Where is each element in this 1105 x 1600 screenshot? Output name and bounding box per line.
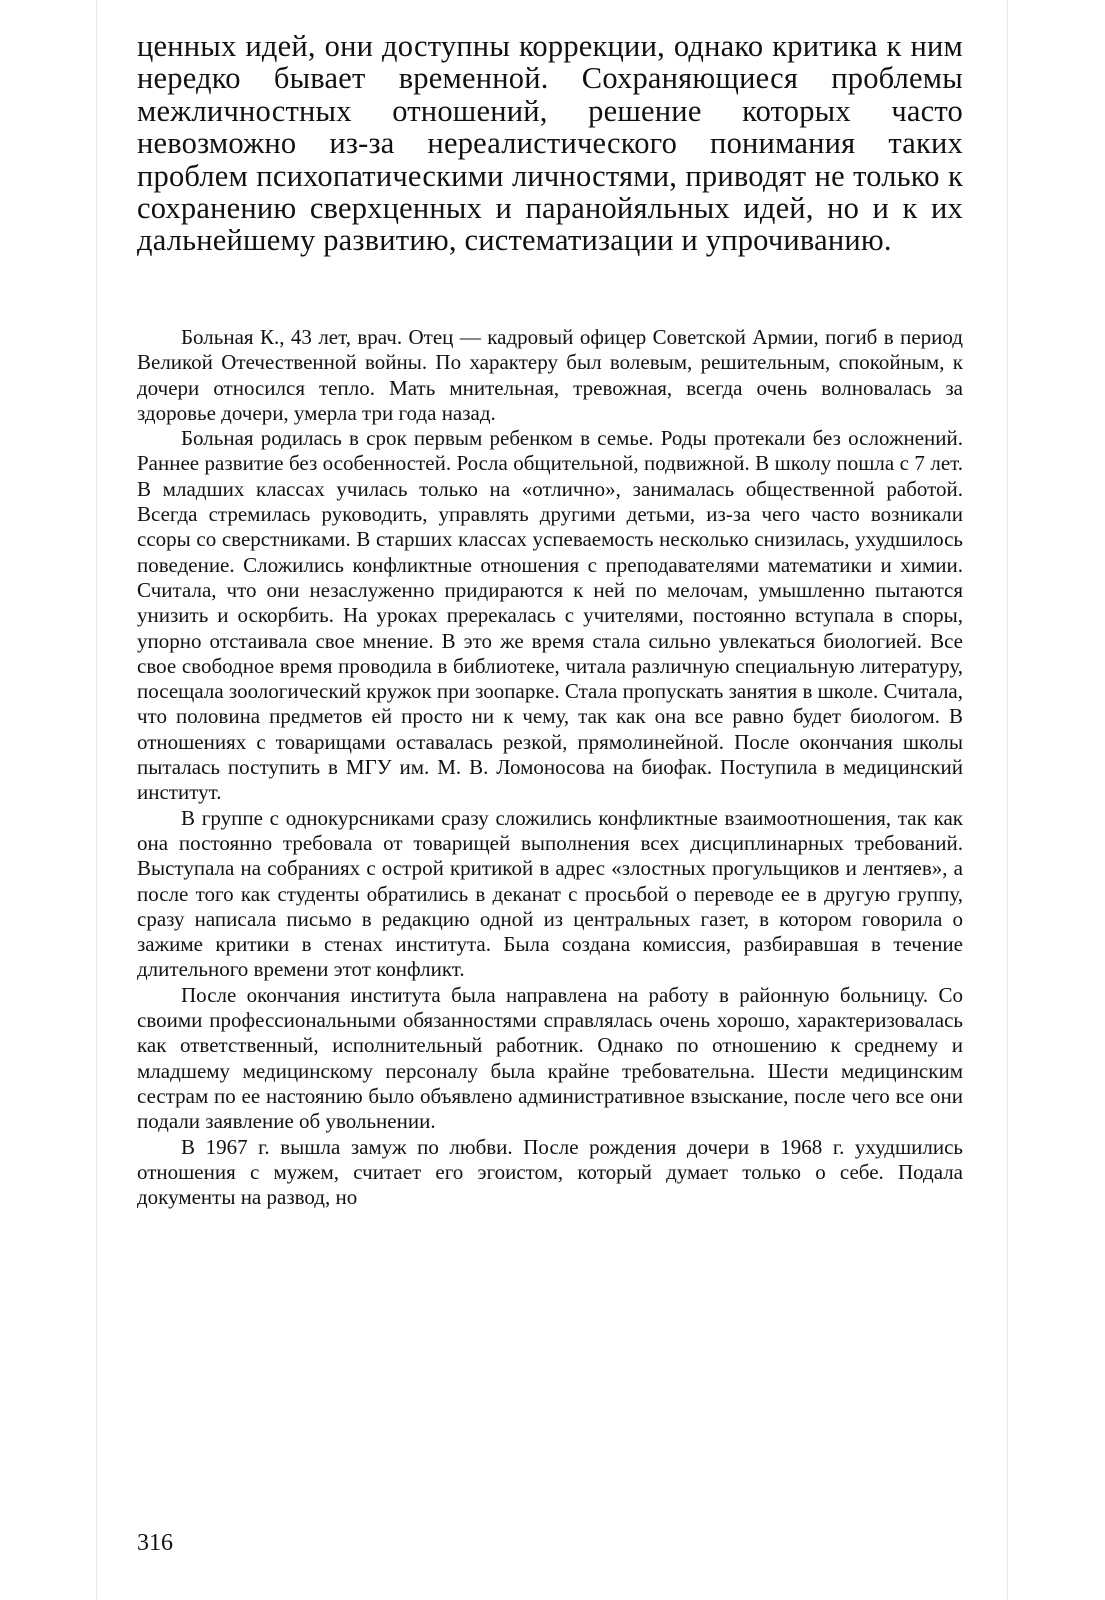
- case-history: [137, 325, 963, 1210]
- case-paragraph-childhood: Больная родилась в срок первым ребенком в семье. Роды протекали без осложнений. Раннее развитие без особенностей. Росла общительной, подвижной. В школу пошла с 7 лет. В младших классах училась только на «отлично», занималась общественной работой. Всегда стремилась руководить, управлять другими детьми, из-за чего часто возникали ссоры со сверстниками. В старших классах успеваемость несколько снизилась, ухудшилось поведение. Сложились конфликтные отношения с преподавателями математики и химии. Считала, что они незаслуженно придираются к ней по мелочам, умышленно пытаются унизить и оскорбить. На уроках пререкалась с учителями, постоянно вступала в споры, упорно отстаивала свое мнение. В это же время стала сильно увлекаться биологией. Все свое свободное время проводила в библиотеке, читала различную специальную литературу, посещала зоологический кружок при зоопарке. Стала пропускать занятия в школе. Считала, что половина предметов ей просто ни к чему, так как она все равно будет биологом. В отношениях с товарищами оставалась резкой, прямолинейной. После окончания школы пыталась поступить в МГУ им. М. В. Ломоносова на биофак. Поступила в медицинский институт.: [137, 426, 963, 805]
- case-paragraph-work: После окончания института была направлена на работу в районную больницу. Со своими профессиональными обязанностями справлялась очень хорошо, характеризовалась как ответственный, исполнительный работник. Однако по отношению к среднему и младшему медицинскому персоналу была крайне требовательна. Шести медицинским сестрам по ее настоянию было объявлено административное взыскание, после чего все они подали заявление об увольнении.: [137, 982, 963, 1134]
- case-paragraph-family: Больная К., 43 лет, врач. Отец — кадровый офицер Советской Армии, погиб в период Великой Отечественной войны. По характеру был волевым, решительным, спокойным, к дочери относился тепло. Мать мнительная, тревожная, всегда очень волновалась за здоровье дочери, умерла три года назад.: [137, 325, 963, 425]
- page-number: 316: [137, 1530, 173, 1556]
- case-paragraph-institute: В группе с однокурсниками сразу сложились конфликтные взаимоотношения, так как она постоянно требовала от товарищей выполнения всех дисциплинарных требований. Выступала на собраниях с острой критикой в адрес «злостных прогульщиков и лентяев», а после того как студенты обратились в деканат с просьбой о переводе ее в другую группу, сразу написала письмо в редакцию одной из центральных газет, в котором говорила о зажиме критики в стенах института. Была создана комиссия, разбиравшая в течение длительного времени этот конфликт.: [137, 805, 963, 982]
- intro-paragraph: ценных идей, они доступны коррекции, однако критика к ним нередко бывает временной. Сохраняющиеся проблемы межличностных отношений, решение которых часто невозможно из-за нереалистического понимания таких проблем психопатическими личностями, приводят не только к сохранению сверхценных и паранойяльных идей, но и к их дальнейшему развитию, систематизации и упрочиванию.: [137, 29, 963, 258]
- case-paragraph-marriage: В 1967 г. вышла замуж по любви. После рождения дочери в 1968 г. ухудшились отношения с мужем, считает его эгоистом, который думает только о себе. Подала документы на развод, но: [137, 1134, 963, 1210]
